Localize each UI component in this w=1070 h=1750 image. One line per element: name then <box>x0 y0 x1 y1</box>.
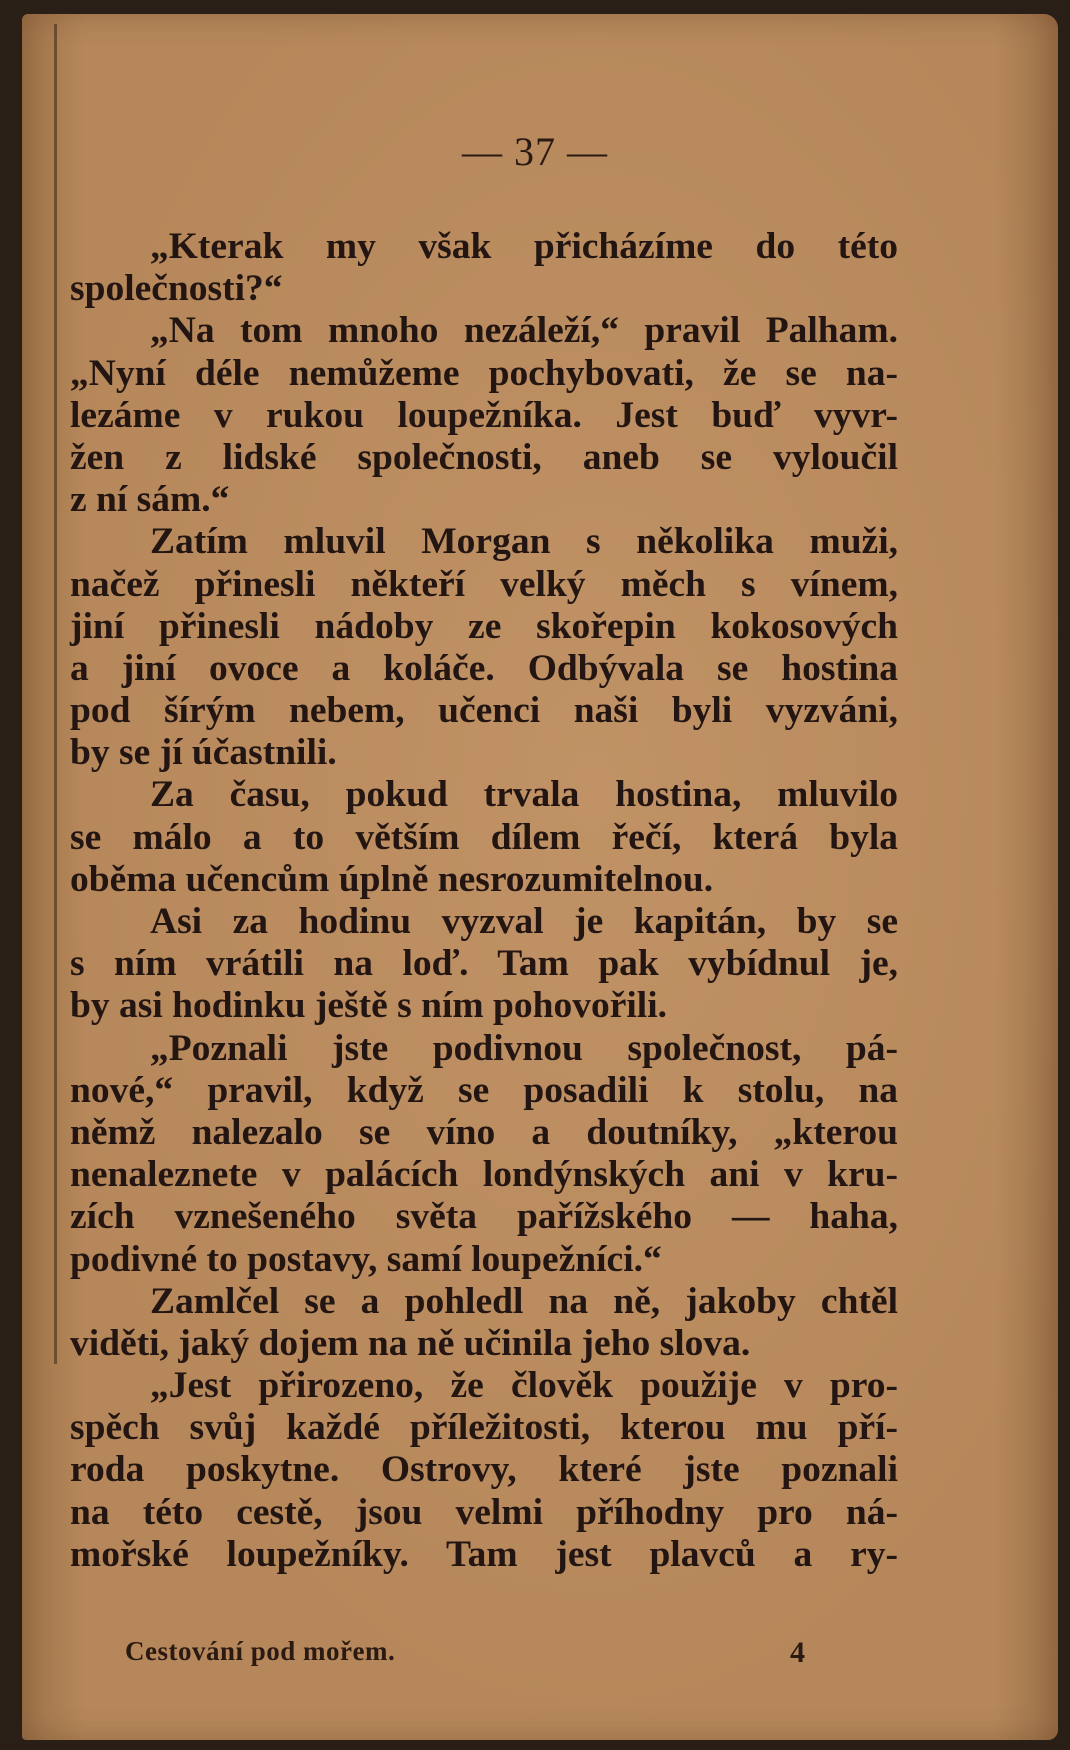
text-line: pod šírým nebem, učenci naši byli vyzváni, <box>70 690 898 732</box>
text-line: Za času, pokud trvala hostina, mluvilo <box>150 774 898 816</box>
footer-book-title: Cestování pod mořem. <box>125 1636 396 1666</box>
text-line: oběma učencům úplně nesrozumitelnou. <box>70 858 714 900</box>
text-line: „Nyní déle nemůžeme pochybovati, že se na- <box>70 352 898 394</box>
footer-signature-mark: 4 <box>790 1636 805 1669</box>
page-number: — 37 — <box>462 129 608 174</box>
text-line: podivné to postavy, samí loupežníci.“ <box>70 1238 662 1280</box>
text-line: nenaleznete v palácích londýnských ani v kru- <box>70 1154 898 1196</box>
text-line: Zatím mluvil Morgan s několika muži, <box>150 521 898 563</box>
text-line: s ním vrátili na loď. Tam pak vybídnul je, <box>70 943 898 985</box>
text-line: „Poznali jste podivnou společnost, pá- <box>150 1027 898 1069</box>
page-footer <box>125 1636 805 1670</box>
text-line: Asi za hodinu vyzval je kapitán, by se <box>150 901 898 942</box>
text-line: na této cestě, jsou velmi příhodny pro ná- <box>70 1491 898 1533</box>
text-line: načež přinesli někteří velký měch s vínem, <box>70 563 898 605</box>
body-text <box>70 226 898 1576</box>
text-line: „Na tom mnoho nezáleží,“ pravil Palham. <box>150 310 898 352</box>
text-line: by asi hodinku ještě s ním pohovořili. <box>70 985 668 1027</box>
text-line: a jiní ovoce a koláče. Odbývala se hostina <box>70 647 898 689</box>
text-line: zích vznešeného světa pařížského — haha, <box>70 1196 898 1238</box>
text-line: by se jí účastnili. <box>70 732 337 774</box>
text-line: se málo a to větším dílem řečí, která byla <box>70 816 898 858</box>
text-line: němž nalezalo se víno a doutníky, „kterou <box>70 1111 898 1153</box>
text-line: nové,“ pravil, když se posadili k stolu, na <box>70 1069 898 1111</box>
text-line: Zamlčel se a pohledl na ně, jakoby chtěl <box>150 1280 898 1322</box>
text-line: spěch svůj každé příležitosti, kterou mu pří- <box>70 1407 898 1449</box>
text-line: mořské loupežníky. Tam jest plavců a ry- <box>70 1533 898 1575</box>
text-line: roda poskytne. Ostrovy, které jste poznali <box>70 1449 898 1491</box>
text-line: žen z lidské společnosti, aneb se vyloučil <box>70 436 898 478</box>
text-line: jiní přinesli nádoby ze skořepin kokosových <box>70 605 898 647</box>
text-line: z ní sám.“ <box>70 479 230 521</box>
text-line: „Kterak my však přicházíme do této <box>150 226 898 267</box>
text-line: lezáme v rukou loupežníka. Jest buď vyvr- <box>70 394 898 436</box>
binding-edge <box>54 24 57 1364</box>
text-line: „Jest přirozeno, že člověk použije v pro- <box>150 1365 898 1407</box>
text-line: viděti, jaký dojem na ně učinila jeho slova. <box>70 1322 751 1364</box>
text-line: společnosti?“ <box>70 268 283 310</box>
